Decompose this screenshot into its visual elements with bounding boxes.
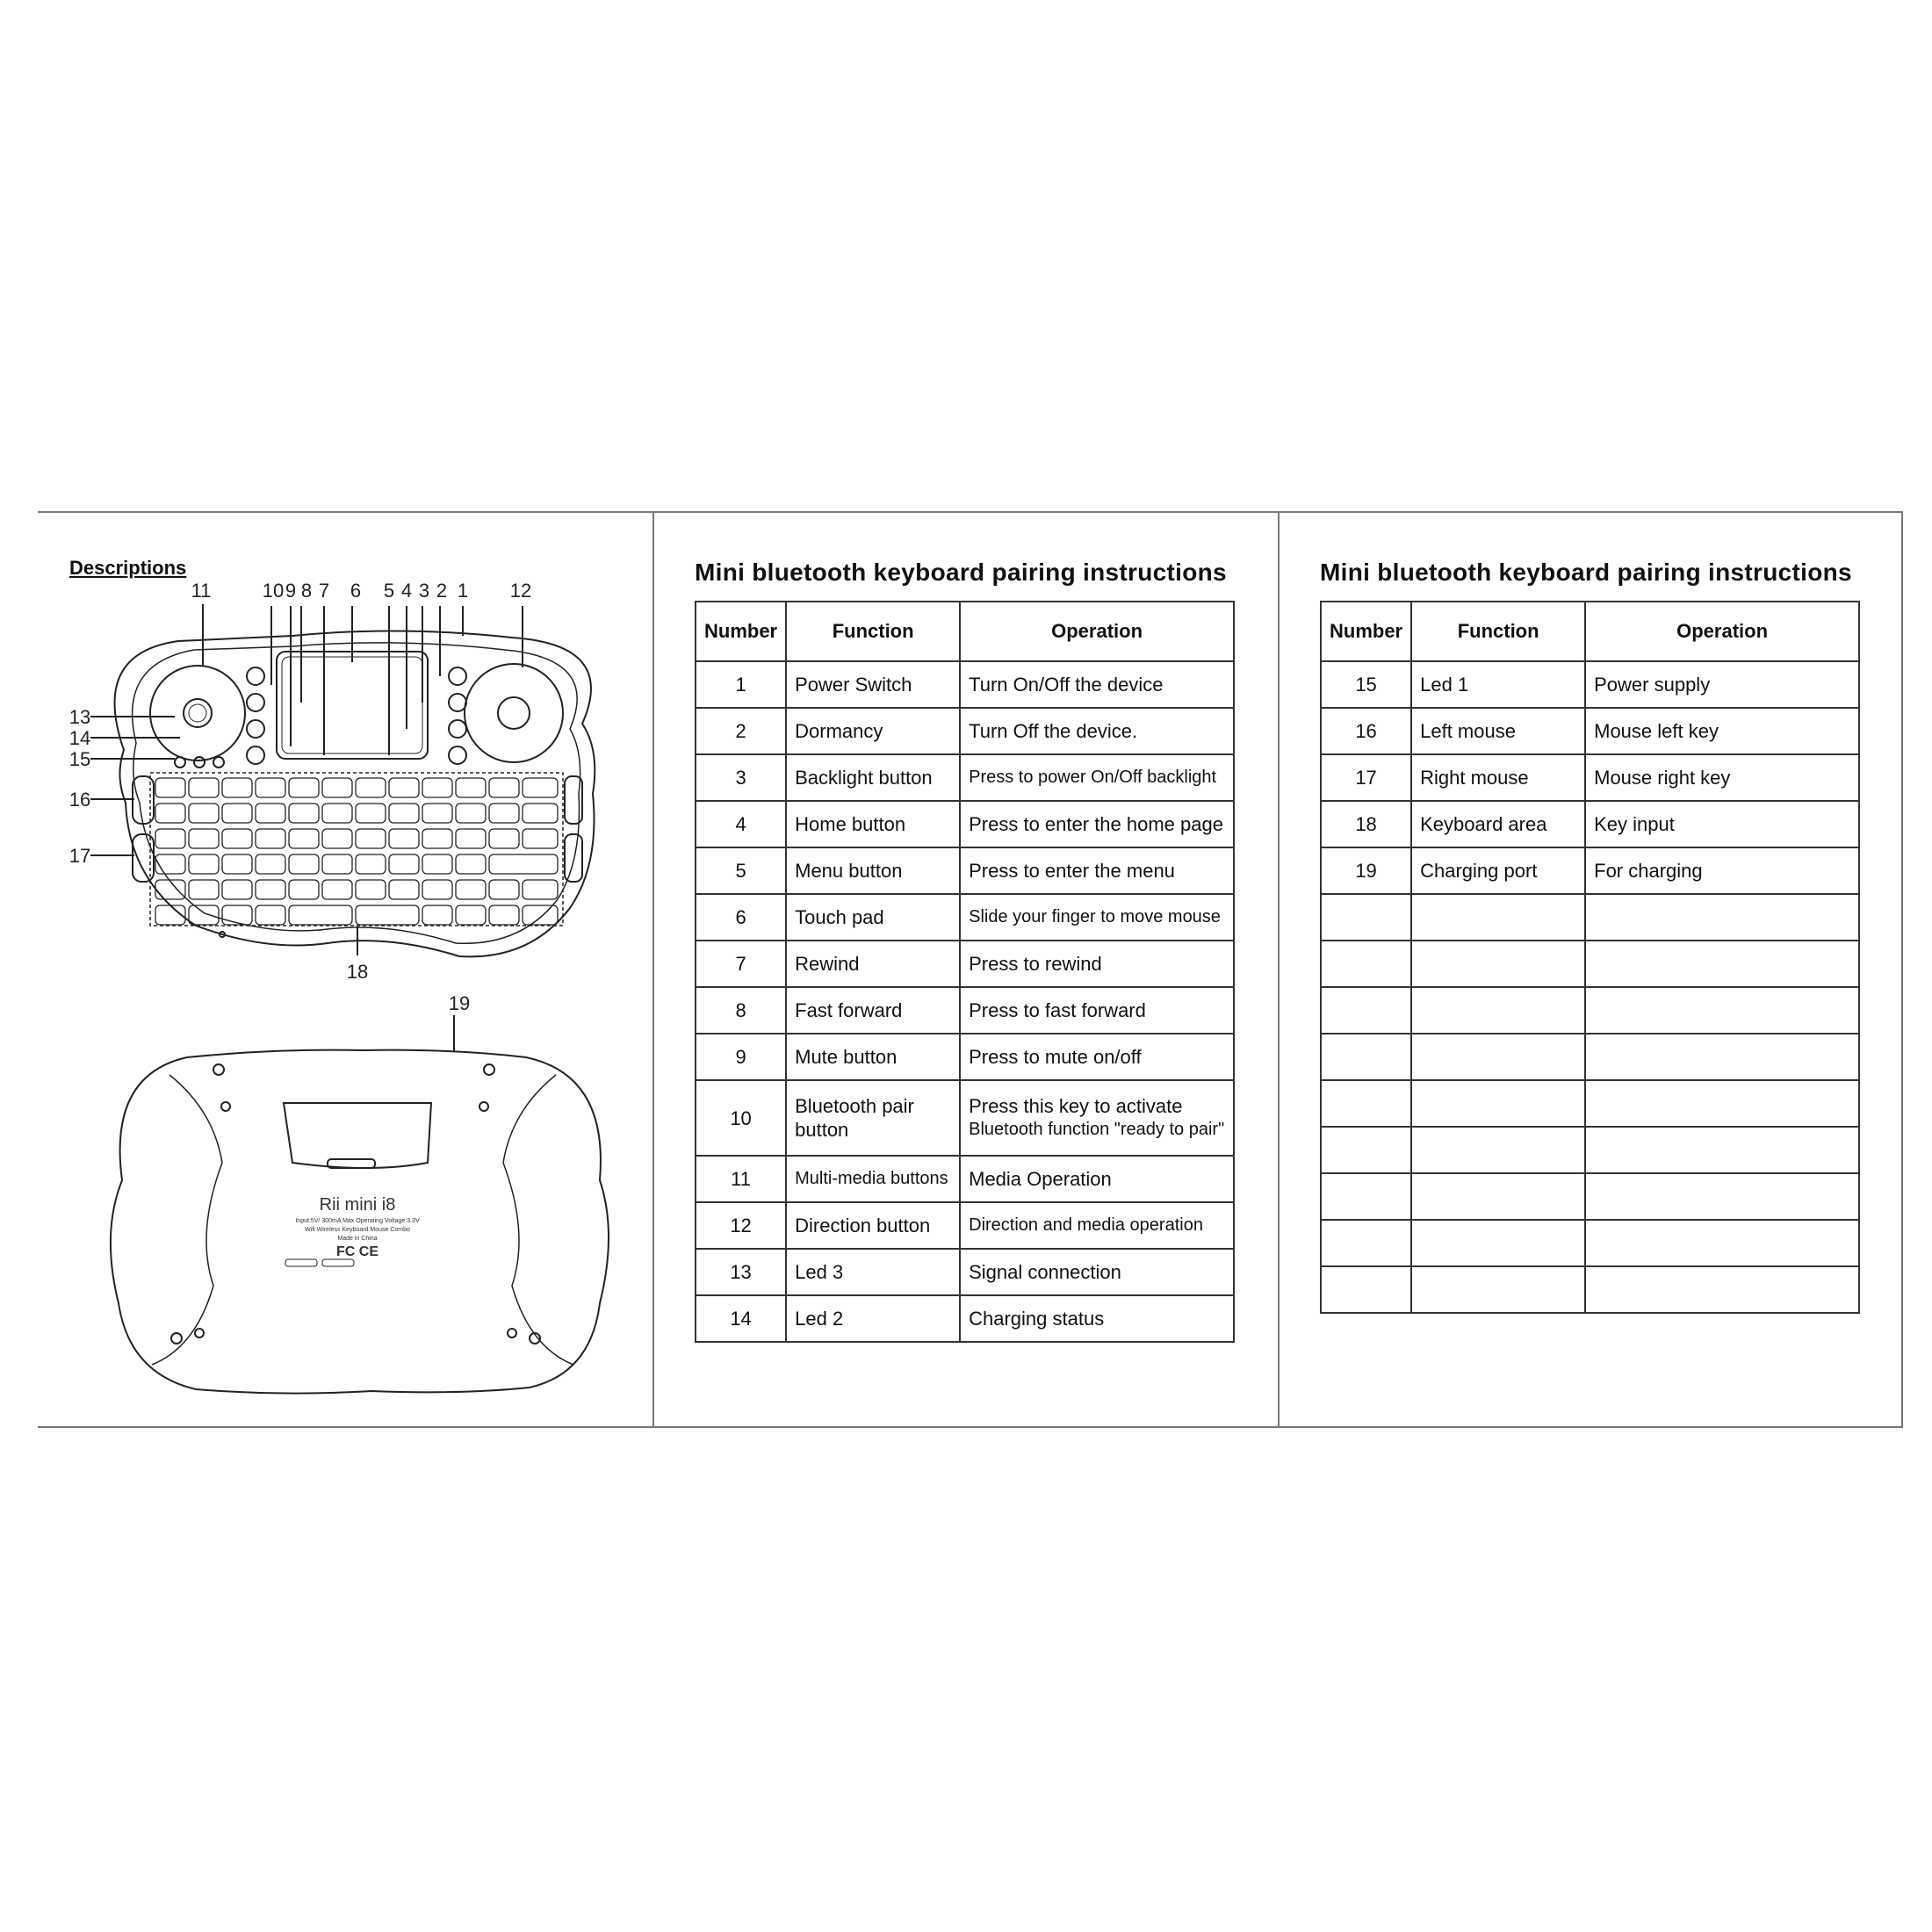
callout-5: 5 [383, 580, 395, 602]
back-spec-1: Input:5V/ 300mA Max Operating Voltage:3.3V [295, 1218, 420, 1224]
table-row: 6 Touch pad Slide your finger to move mouse [696, 894, 1234, 941]
table-row: 2 Dormancy Turn Off the device. [696, 708, 1234, 754]
callout-7: 7 [318, 580, 330, 602]
keyboard-diagram [38, 513, 652, 1423]
callout-9: 9 [285, 580, 297, 602]
col-number: Number [1321, 602, 1411, 661]
table-row: 11 Multi-media buttons Media Operation [696, 1156, 1234, 1202]
pairing-table-2-heading: Mini bluetooth keyboard pairing instructions [1320, 559, 1852, 586]
col-operation: Operation [960, 602, 1234, 661]
callout-12: 12 [509, 580, 532, 602]
table-row: 10 Bluetooth pair button Press this key to activate Bluetooth function "ready to pair" [696, 1080, 1234, 1156]
callout-3: 3 [418, 580, 430, 602]
table-row: 4 Home button Press to enter the home page [696, 801, 1234, 847]
table-row [1321, 1220, 1859, 1266]
table-row [1321, 1127, 1859, 1173]
media-dpad [150, 666, 245, 761]
divider-2 [1278, 511, 1280, 1426]
table-row: 5 Menu button Press to enter the menu [696, 847, 1234, 894]
callout-16: 16 [68, 789, 91, 811]
back-made-in: Made in China [337, 1236, 378, 1242]
callout-10: 10 [262, 580, 285, 602]
battery-cover [284, 1103, 431, 1168]
table-row [1321, 941, 1859, 987]
back-model: Rii mini i8 [319, 1195, 396, 1215]
callout-8: 8 [300, 580, 313, 602]
table-row: 15 Led 1 Power supply [1321, 661, 1859, 708]
pairing-table-1-heading: Mini bluetooth keyboard pairing instructions [695, 559, 1227, 586]
callout-15: 15 [68, 748, 91, 770]
table-row: 14 Led 2 Charging status [696, 1295, 1234, 1342]
callout-13: 13 [68, 706, 91, 728]
divider-1 [652, 511, 654, 1426]
divider-3 [1901, 511, 1903, 1426]
table-row: 16 Left mouse Mouse left key [1321, 708, 1859, 754]
descriptions-panel [38, 513, 652, 1423]
callout-14: 14 [68, 727, 91, 749]
table-row [1321, 1034, 1859, 1080]
back-marks: FC CE [336, 1244, 378, 1259]
col-operation: Operation [1585, 602, 1859, 661]
table-row [1321, 894, 1859, 941]
table-row: 19 Charging port For charging [1321, 847, 1859, 894]
table-row: 1 Power Switch Turn On/Off the device [696, 661, 1234, 708]
table-row: 9 Mute button Press to mute on/off [696, 1034, 1234, 1080]
pairing-table-1 [695, 601, 1235, 1343]
table-row: 7 Rewind Press to rewind [696, 941, 1234, 987]
callout-1: 1 [457, 580, 469, 602]
col-number: Number [696, 602, 786, 661]
table-row: 8 Fast forward Press to fast forward [696, 987, 1234, 1034]
table-row [1321, 987, 1859, 1034]
pairing-table-2 [1320, 601, 1860, 1314]
callout-18: 18 [346, 961, 369, 983]
callout-19: 19 [448, 992, 471, 1014]
table-row: 18 Keyboard area Key input [1321, 801, 1859, 847]
back-spec-2: Wifi Wireless Keyboard Mouse Combo [305, 1227, 410, 1233]
callout-17: 17 [68, 845, 91, 867]
col-function: Function [786, 602, 960, 661]
table-row: 12 Direction button Direction and media operation [696, 1202, 1234, 1249]
table-row: 13 Led 3 Signal connection [696, 1249, 1234, 1295]
table-row [1321, 1266, 1859, 1313]
col-function: Function [1411, 602, 1585, 661]
table-row [1321, 1080, 1859, 1127]
table-row [1321, 1173, 1859, 1220]
direction-dpad [465, 664, 563, 762]
callout-4: 4 [400, 580, 413, 602]
table-row: 3 Backlight button Press to power On/Off backlight [696, 754, 1234, 801]
touchpad [277, 652, 428, 759]
callout-6: 6 [350, 580, 362, 602]
table-row: 17 Right mouse Mouse right key [1321, 754, 1859, 801]
descriptions-title: Descriptions [69, 557, 187, 579]
callout-11: 11 [191, 580, 212, 602]
callout-2: 2 [436, 580, 448, 602]
